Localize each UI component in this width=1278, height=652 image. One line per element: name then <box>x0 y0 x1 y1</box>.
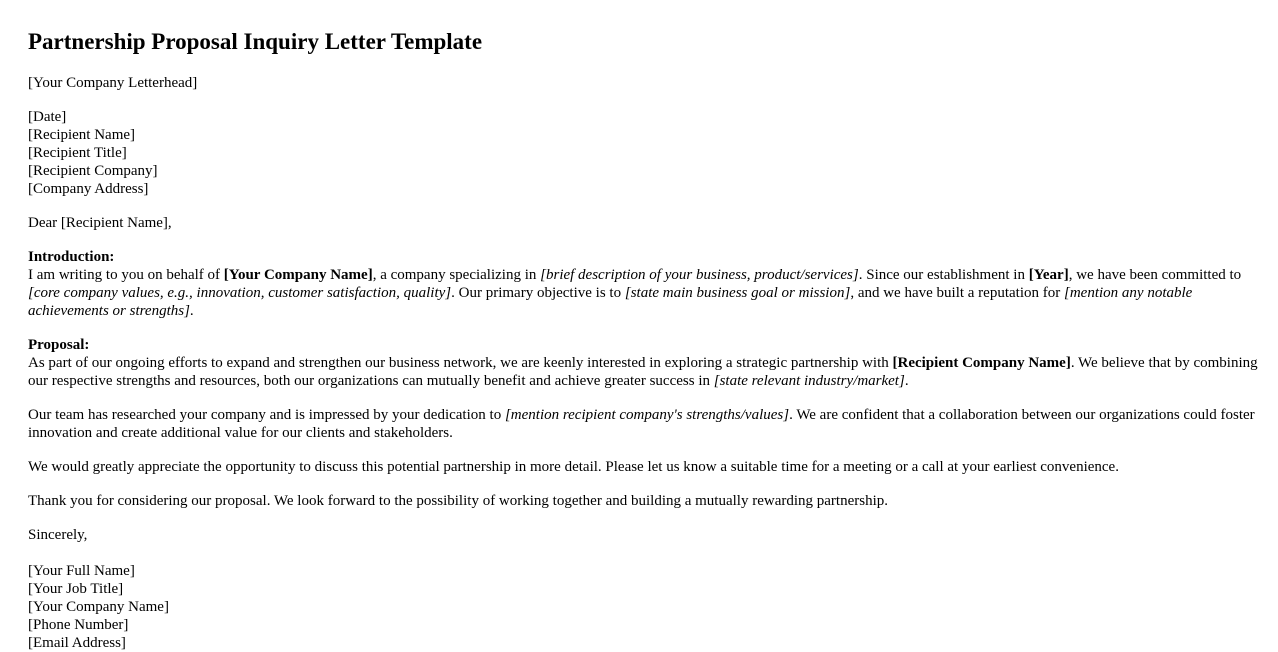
proposal-text-3: . <box>904 373 909 389</box>
page-title: Partnership Proposal Inquiry Letter Template <box>28 29 483 54</box>
sign-off <box>28 526 1258 544</box>
intro-text-4: , we have been committed to <box>1068 267 1242 283</box>
research-text <box>28 406 1258 442</box>
proposal-heading: Proposal: <box>28 337 90 353</box>
intro-mission: [state main business goal or mission] <box>624 285 851 301</box>
meeting-request-text: We would greatly appreciate the opportunity to discuss this potential partnership in more detail. Please let us know a suitable time for a meeting or a call at your earliest convenience. <box>28 459 1119 475</box>
research-recipient-strengths: [mention recipient company's strengths/values] <box>504 407 790 423</box>
sign-off-text: Sincerely, <box>28 527 88 543</box>
letterhead-text: [Your Company Letterhead] <box>28 75 198 91</box>
letterhead-placeholder <box>28 74 1258 92</box>
signature-email-address: [Email Address] <box>28 635 126 651</box>
intro-achievements: [mention any notable achievements or strengths] <box>28 285 1193 319</box>
intro-text-2: , a company specializing in <box>372 267 541 283</box>
recipient-name-line: [Recipient Name] <box>28 127 136 143</box>
signature-full-name: [Your Full Name] <box>28 563 135 579</box>
proposal-text-2: . We believe that by combining our respective strengths and resources, both our organizations can mutually benefit and achieve greater success in <box>28 355 1258 389</box>
intro-text-5: . Our primary objective is to <box>451 285 625 301</box>
proposal-text-1: As part of our ongoing efforts to expand and strengthen our business network, we are keenly interested in exploring a strategic partnership with <box>28 355 893 371</box>
closing-thanks-text: Thank you for considering our proposal. We look forward to the possibility of working together and building a mutually rewarding partnership. <box>28 493 889 509</box>
closing-thanks-paragraph <box>28 492 1258 510</box>
intro-text-3: . Since our establishment in <box>858 267 1029 283</box>
research-paragraph <box>28 406 1258 442</box>
intro-text-7: . <box>189 303 194 319</box>
intro-company-name: [Your Company Name] <box>223 267 373 283</box>
company-address-line: [Company Address] <box>28 181 149 197</box>
salutation-text: Dear [Recipient Name], <box>28 215 172 231</box>
proposal-paragraph <box>28 354 1258 390</box>
signature-job-title: [Your Job Title] <box>28 581 124 597</box>
proposal-industry: [state relevant industry/market] <box>713 373 905 389</box>
date-line: [Date] <box>28 109 67 125</box>
proposal-recipient-company: [Recipient Company Name] <box>892 355 1071 371</box>
recipient-title-line: [Recipient Title] <box>28 145 127 161</box>
meeting-request-paragraph <box>28 458 1258 476</box>
intro-core-values: [core company values, e.g., innovation, customer satisfaction, quality] <box>28 285 452 301</box>
signature-phone-number: [Phone Number] <box>28 617 129 633</box>
signature-block <box>28 562 1258 652</box>
intro-text-1: I am writing to you on behalf of <box>28 267 224 283</box>
signature-company-name: [Your Company Name] <box>28 599 169 615</box>
intro-business-description: [brief description of your business, product/services] <box>540 267 859 283</box>
intro-text-6: , and we have built a reputation for <box>850 285 1064 301</box>
recipient-company-line: [Recipient Company] <box>28 163 158 179</box>
introduction-section <box>28 248 1258 320</box>
proposal-section <box>28 336 1258 390</box>
salutation <box>28 214 1258 232</box>
introduction-paragraph <box>28 266 1258 320</box>
research-text-2: . We are confident that a collaboration between our organizations could foster innovation and create additional value for our clients and stakeholders. <box>28 407 1255 441</box>
address-block <box>28 108 1258 198</box>
introduction-heading: Introduction: <box>28 249 115 265</box>
intro-year: [Year] <box>1028 267 1069 283</box>
research-text-1: Our team has researched your company and is impressed by your dedication to <box>28 407 505 423</box>
